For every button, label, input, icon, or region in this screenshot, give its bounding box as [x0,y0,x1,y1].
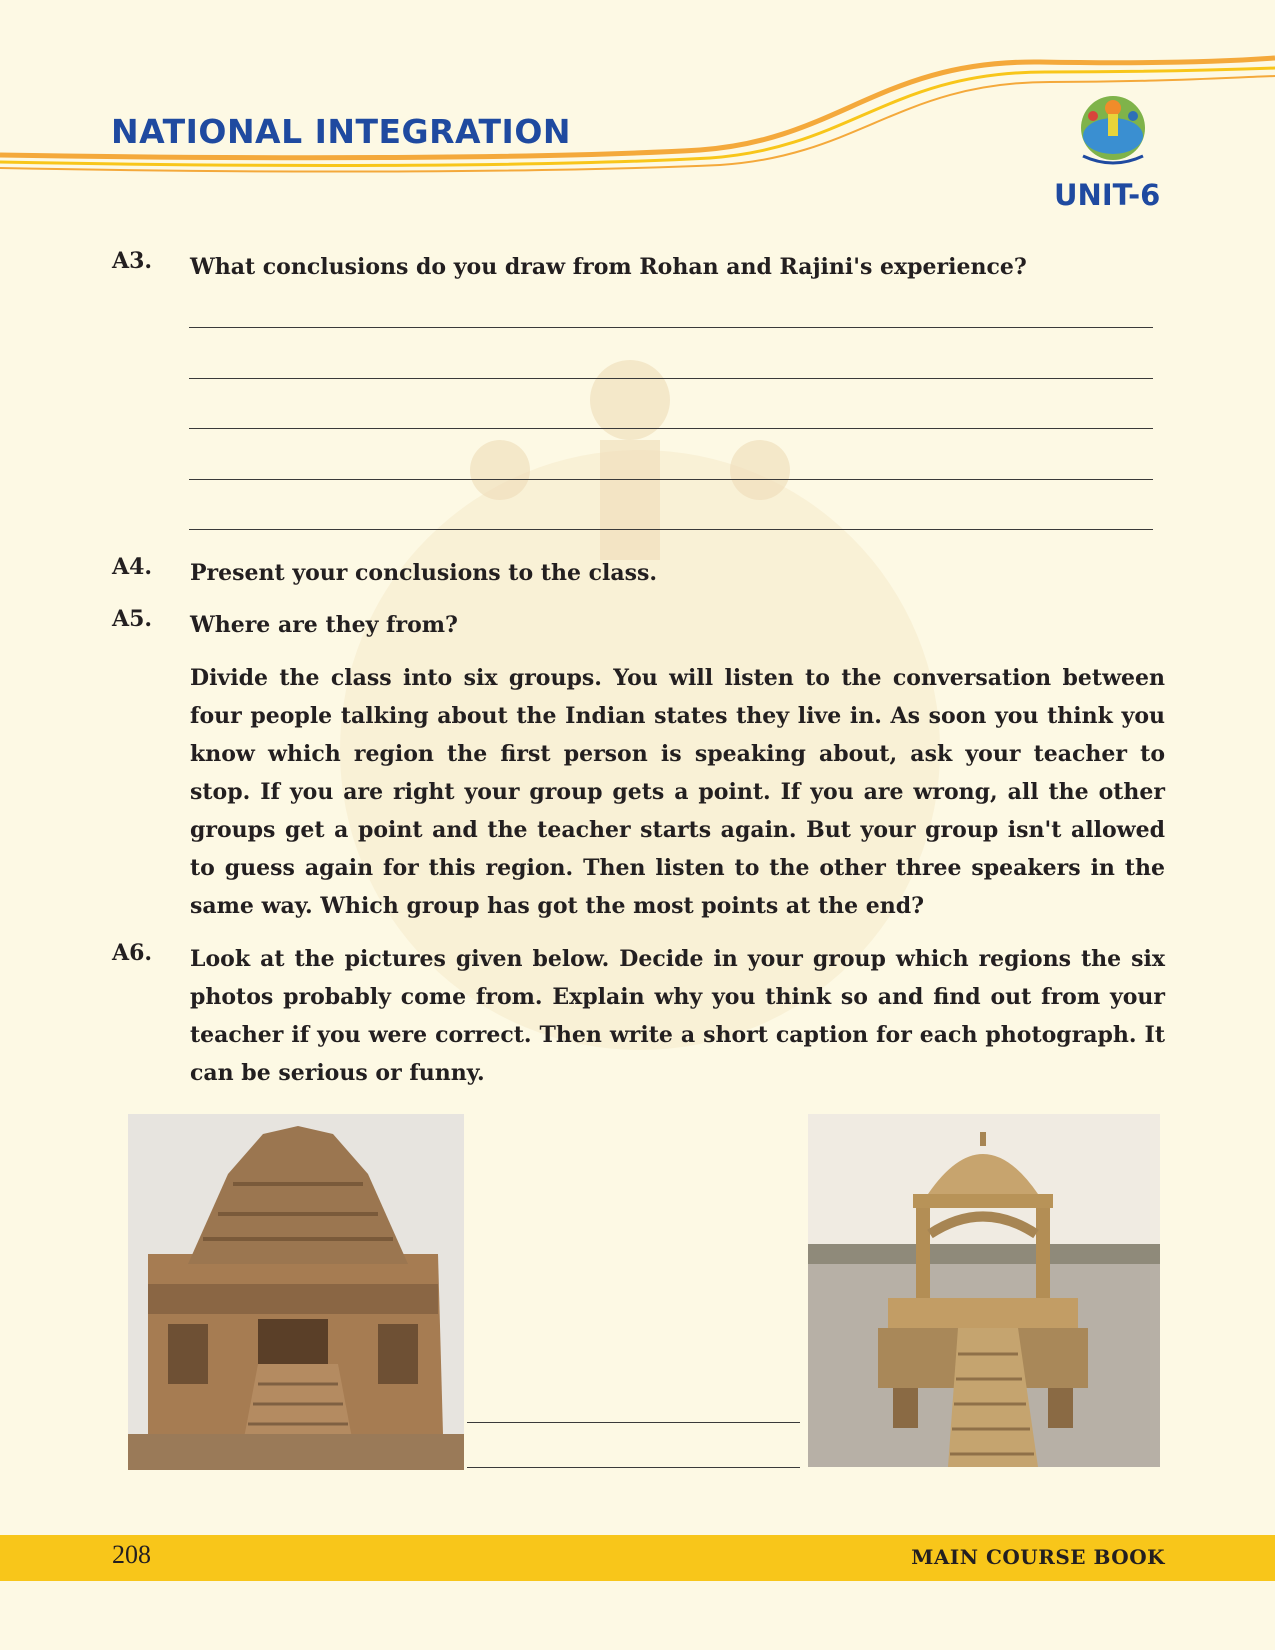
unit-label: UNIT-6 [1054,178,1161,212]
lake-pavilion-photo [808,1114,1160,1467]
question-instructions-a5: Divide the class into six groups. You will listen to the conversation between four people talking about the Indian states they live in. As soon you think you know which region the first person is speaking about, ask your teacher to stop. If you are right your group gets a point. If you are wrong, all the other groups get a point and the teacher starts again. But your group isn't allowed to guess again for this region. Then listen to the other three speakers in the same way. Which group has got the most points at the end? [190,665,1165,919]
caption-line[interactable] [467,1422,800,1423]
question-text-a3: What conclusions do you draw from Rohan and Rajini's experience? [190,254,1027,280]
question-number-a4: A4. [112,554,153,580]
answer-line[interactable] [189,529,1153,530]
page-number: 208 [112,1540,151,1569]
book-title: MAIN COURSE BOOK [911,1545,1165,1569]
sun-temple-photo [128,1114,464,1470]
chapter-title: NATIONAL INTEGRATION [111,112,571,151]
question-number-a6: A6. [112,940,153,966]
caption-line[interactable] [467,1467,800,1468]
question-number-a3: A3. [112,248,153,274]
answer-line[interactable] [189,479,1153,480]
question-number-a5: A5. [112,606,153,632]
question-text-a4: Present your conclusions to the class. [190,560,658,586]
question-text-a6: Look at the pictures given below. Decide in your group which regions the six photos probably come from. Explain why you think so and find out from your teacher if you were correct. Then write a short caption for each photograph. It can be serious or funny. [190,946,1165,1086]
cbse-cce-logo-icon [1068,78,1158,178]
answer-line[interactable] [189,378,1153,379]
answer-line[interactable] [189,428,1153,429]
question-text-a5: Where are they from? [190,612,458,638]
answer-line[interactable] [189,327,1153,328]
